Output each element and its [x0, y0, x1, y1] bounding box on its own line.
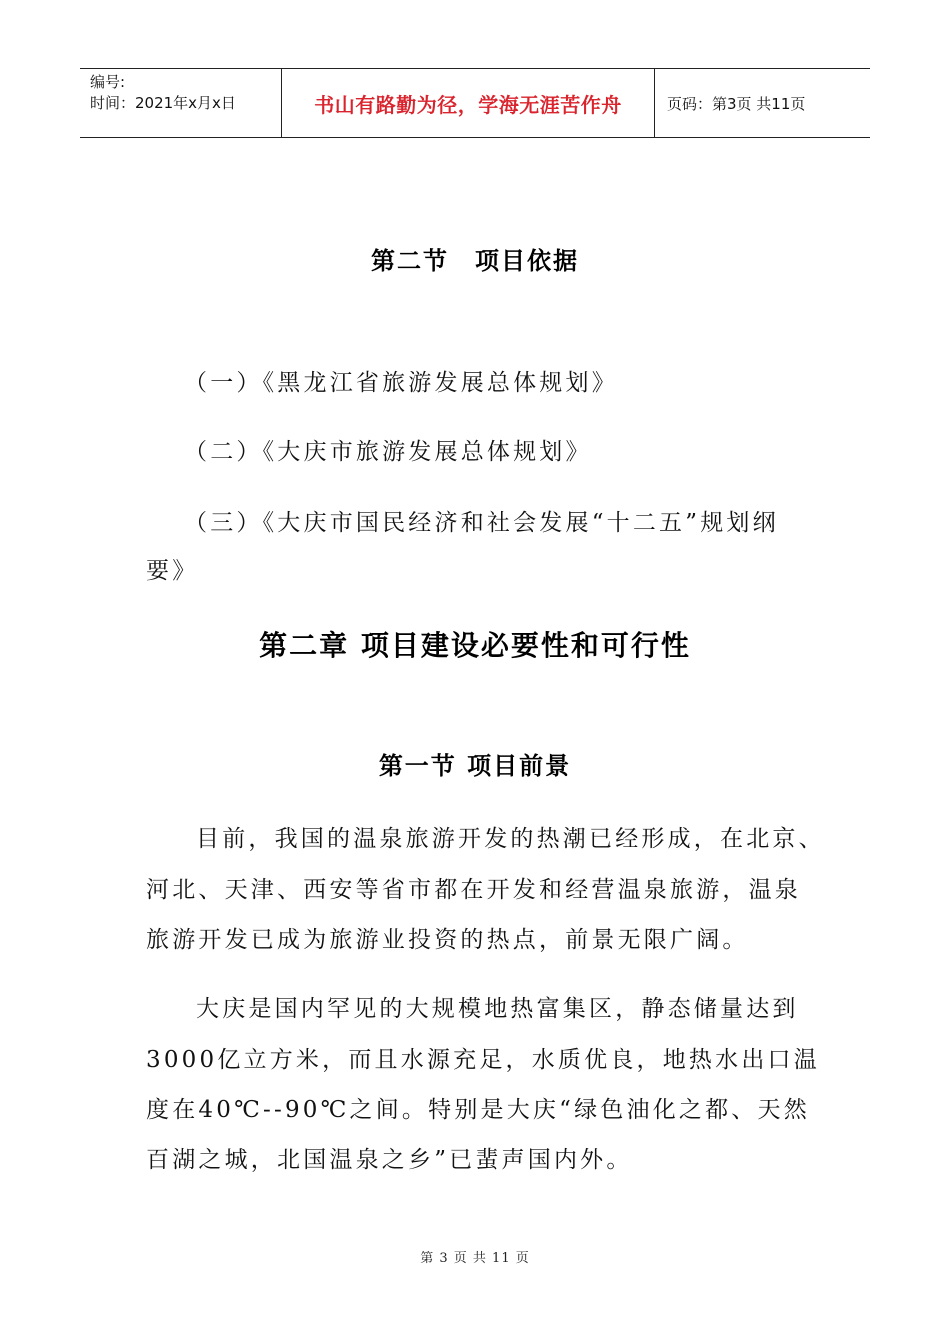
section-title-basis: 第二节 项目依据: [371, 247, 579, 275]
header-meta: [80, 69, 282, 137]
basis-item-2: （二）《大庆市旅游发展总体规划》: [184, 439, 592, 465]
paragraph1-line1: 目前，我国的温泉旅游开发的热潮已经形成，在北京、: [196, 826, 825, 852]
page-footer: 第 3 页 共 11 页: [420, 1251, 530, 1266]
basis-item-3: （三）《大庆市国民经济和社会发展“十二五”规划纲: [184, 510, 779, 536]
paragraph2-line2: 3000亿立方米，而且水源充足，水质优良，地热水出口温: [146, 1047, 820, 1073]
paragraph1-line3: 旅游开发已成为旅游业投资的热点，前景无限广阔。: [146, 927, 749, 953]
header-motto: 书山有路勤为径，学海无涯苦作舟: [314, 92, 622, 117]
header-motto-cell: [282, 69, 655, 137]
header-date-label: 时间：2021年x月x日: [90, 94, 236, 112]
header-page-info: 页码：第3页 共11页: [667, 94, 806, 113]
paragraph2-line3: 度在40℃--90℃之间。特别是大庆“绿色油化之都、天然: [146, 1097, 810, 1123]
basis-item-1: （一）《黑龙江省旅游发展总体规划》: [184, 370, 618, 396]
header-number-label: 编号:: [90, 73, 126, 91]
section-title-prospect: 第一节 项目前景: [378, 752, 572, 780]
chapter-title: 第二章 项目建设必要性和可行性: [259, 629, 691, 662]
paragraph2-line4: 百湖之城，北国温泉之乡”已蜚声国内外。: [146, 1147, 633, 1173]
page-header: [80, 68, 870, 138]
paragraph1-line2: 河北、天津、西安等省市都在开发和经营温泉旅游，温泉: [146, 877, 801, 903]
paragraph2-line1: 大庆是国内罕见的大规模地热富集区，静态储量达到: [196, 996, 799, 1022]
basis-item-3-continued: 要》: [146, 558, 199, 584]
header-page-info-cell: [655, 69, 870, 137]
